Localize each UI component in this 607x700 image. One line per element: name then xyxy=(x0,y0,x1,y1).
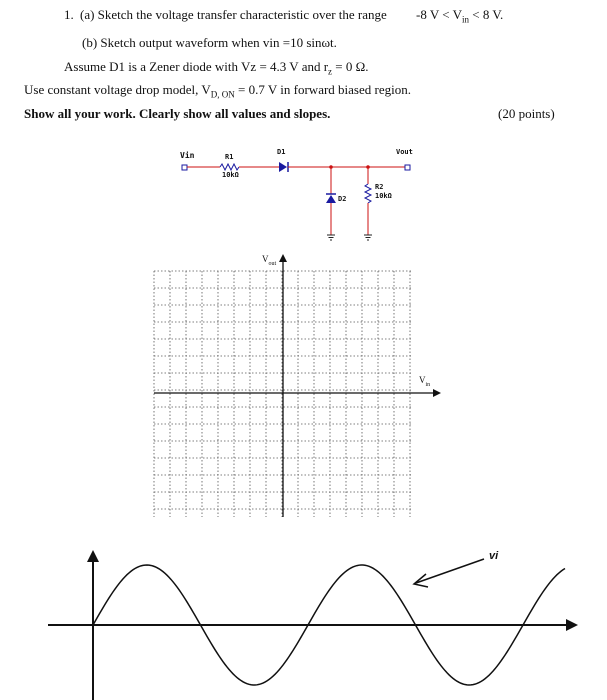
part-b-text: (b) Sketch output waveform when vin =10 sinωt. xyxy=(82,35,337,50)
r1-label: R1 xyxy=(225,153,234,161)
d2-label: D2 xyxy=(338,195,347,203)
vi-label: vi xyxy=(489,550,499,562)
r1-value: 10kΩ xyxy=(222,171,239,179)
y-axis-label: $V_{out}$ xyxy=(262,254,277,267)
model-text: Use constant voltage drop model, $V_{D, ON} = 0.7$ V in forward biased region. xyxy=(24,82,411,100)
points-text: (20 points) xyxy=(498,106,555,121)
problem-number: 1. xyxy=(64,7,74,22)
assumption-text: Assume D1 is a Zener diode with Vz = 4.3 V and $r_z = 0$ Ω. xyxy=(64,59,369,77)
amplitude-axis-arrow xyxy=(87,550,99,562)
part-a-text: (a) Sketch the voltage transfer characteristic over the range xyxy=(80,7,387,22)
vi-pointer-arrow xyxy=(416,559,484,583)
show-work-text: Show all your work. Clearly show all values and slopes. xyxy=(24,106,331,121)
vin-label: Vin xyxy=(180,151,195,160)
r2-value: 10kΩ xyxy=(375,192,392,200)
part-a-range: -8 $V < V_{in} < 8$ V. xyxy=(416,7,504,25)
x-axis-label: $V_{in}$ xyxy=(419,375,431,388)
vout-label: Vout xyxy=(396,148,413,156)
d1-label: D1 xyxy=(277,148,286,156)
time-axis-arrow xyxy=(566,619,578,631)
r2-label: R2 xyxy=(375,183,384,191)
